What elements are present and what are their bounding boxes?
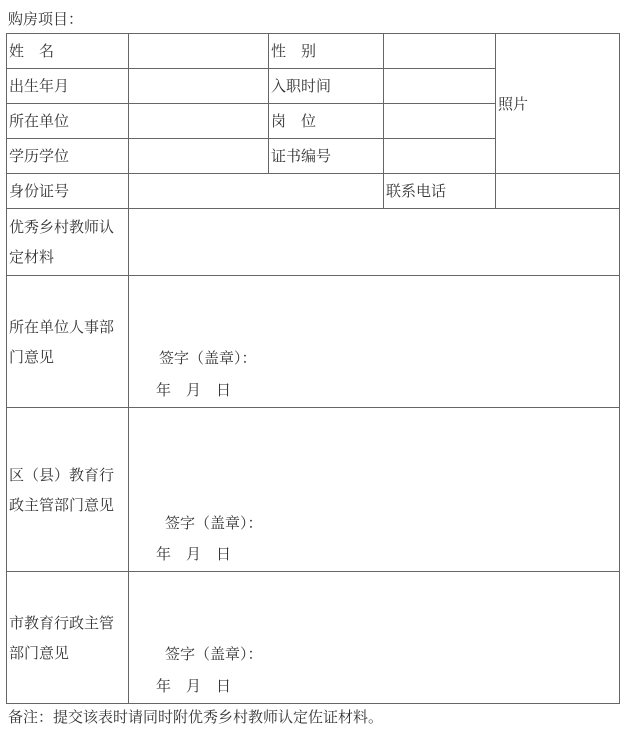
gender-field[interactable] [384,34,496,69]
opinion-field-district[interactable] [129,408,620,572]
opinion-label-district: 区（县）教育行政主管部门意见 [7,408,129,572]
phone-label: 联系电话 [384,174,496,209]
post-field[interactable] [384,104,496,139]
unit-field[interactable] [129,104,269,139]
birth-label: 出生年月 [7,69,129,104]
name-field[interactable] [129,34,269,69]
form-section-title: 购房项目： [8,10,84,28]
degree-field[interactable] [129,139,269,174]
date-line: 年 月 日 [156,545,232,563]
date-line: 年 月 日 [156,677,232,695]
unit-label: 所在单位 [7,104,129,139]
opinion-field-unit[interactable] [129,276,620,408]
id-number-label: 身份证号 [7,174,129,209]
entry-time-field[interactable] [384,69,496,104]
entry-time-label: 入职时间 [269,69,384,104]
footer-note: 备注：提交该表时请同时附优秀乡村教师认定佐证材料。 [8,708,384,726]
signature-line: 签字（盖章）： [165,645,263,663]
signature-line: 签字（盖章）： [159,349,257,367]
opinion-label-unit: 所在单位人事部门意见 [7,276,129,408]
name-label: 姓 名 [7,34,129,69]
material-field[interactable] [129,209,620,276]
signature-line: 签字（盖章）： [165,514,263,532]
date-line: 年 月 日 [156,381,232,399]
gender-label: 性 别 [269,34,384,69]
housing-application-form [6,33,620,704]
birth-field[interactable] [129,69,269,104]
phone-field[interactable] [496,174,620,209]
photo-cell[interactable]: 照片 [496,34,620,174]
degree-label: 学历学位 [7,139,129,174]
post-label: 岗 位 [269,104,384,139]
opinion-field-city[interactable] [129,572,620,704]
id-number-field[interactable] [129,174,384,209]
opinion-label-city: 市教育行政主管部门意见 [7,572,129,704]
cert-number-label: 证书编号 [269,139,384,174]
cert-number-field[interactable] [384,139,496,174]
material-label: 优秀乡村教师认定材料 [7,209,129,276]
